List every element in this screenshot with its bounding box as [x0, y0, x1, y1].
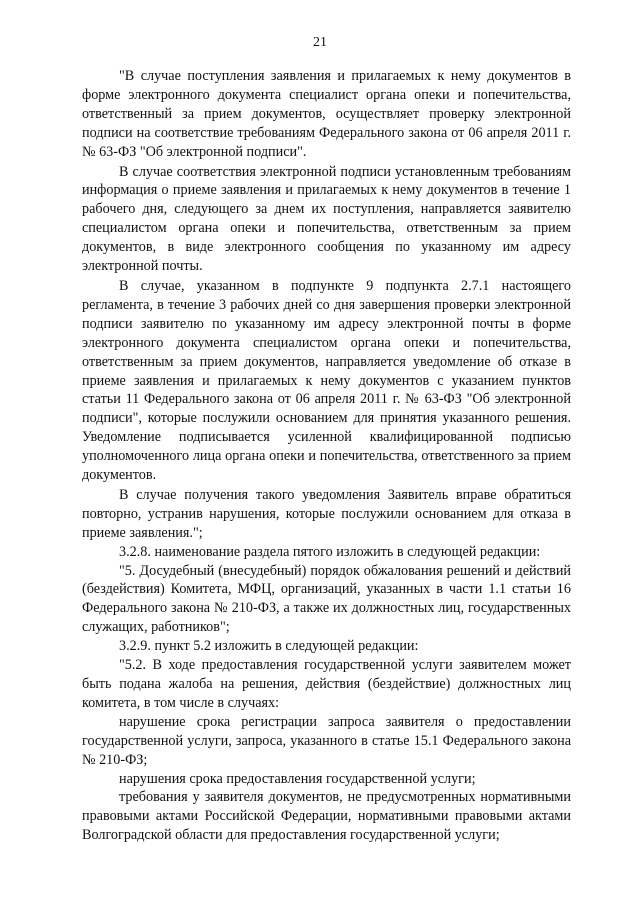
- paragraph-signature-valid: В случае соответствия электронной подписи установленным требованиям информация о приеме заявления и прилагаемых к нему документов в течение 1 рабочего дня, следующего за днем их поступления, направляется заявителю специалистом органа опеки и попечительства, ответственным за прием документов, в виде электронного сообщения по указанному им адресу электронной почты.: [82, 163, 571, 275]
- paragraph-repeat-application: В случае получения такого уведомления Заявитель вправе обратиться повторно, устранив нарушения, которые послужили основанием для отказа в приеме заявления.";: [82, 486, 571, 541]
- paragraph-signature-invalid: В случае, указанном в подпункте 9 подпункта 2.7.1 настоящего регламента, в течение 3 рабочих дней со дня завершения проверки электронной подписи заявителю по указанному им адресу электронной почты в форме электронного документа специалистом органа опеки и попечительства, ответственным за прием документов, направляется уведомление об отказе в приеме заявления и прилагаемых к нему документов с указанием пунктов статьи 11 Федерального закона от 06 апреля 2011 г. № 63-ФЗ "Об электронной подписи", которые послужили основанием для принятия указанного решения. Уведомление подписывается усиленной квалифицированной подписью уполномоченного лица органа опеки и попечительства, ответственного за прием документов.: [82, 277, 571, 484]
- paragraph-case-service-term: нарушения срока предоставления государственной услуги;: [119, 770, 476, 787]
- paragraph-section-5-title: "5. Досудебный (внесудебный) порядок обжалования решений и действий (бездействия) Комитета, МФЦ, организаций, указанных в части 1.1 статьи 16 Федерального закона № 210-ФЗ, а также их должностных лиц, государственных служащих, работников";: [82, 562, 571, 636]
- document-body: [82, 66, 571, 845]
- paragraph-item-3-2-8: 3.2.8. наименование раздела пятого изложить в следующей редакции:: [119, 543, 541, 560]
- paragraph-case-extra-documents: требования у заявителя документов, не предусмотренных нормативными правовыми актами Российской Федерации, нормативными правовыми актами Волгоградской области для предоставления государственной услуги;: [82, 789, 571, 844]
- paragraph-item-5-2: "5.2. В ходе предоставления государственной услуги заявителем может быть подана жалоба на решения, действия (бездействие) должностных лиц комитета, в том числе в случаях:: [82, 657, 571, 711]
- page-number: 21: [313, 35, 327, 50]
- paragraph-electronic-signature-check: "В случае поступления заявления и прилагаемых к нему документов в форме электронного документа специалист органа опеки и попечительства, ответственный за прием документов, осуществляет проверку электронной подписи на соответствие требованиям Федерального закона от 06 апреля 2011 г. № 63-ФЗ "Об электронной подписи".: [82, 68, 571, 160]
- paragraph-case-registration-term: нарушение срока регистрации запроса заявителя о предоставлении государственной услуги, запроса, указанного в статье 15.1 Федерального закона № 210-ФЗ;: [82, 713, 571, 768]
- paragraph-item-3-2-9: 3.2.9. пункт 5.2 изложить в следующей редакции:: [119, 638, 419, 655]
